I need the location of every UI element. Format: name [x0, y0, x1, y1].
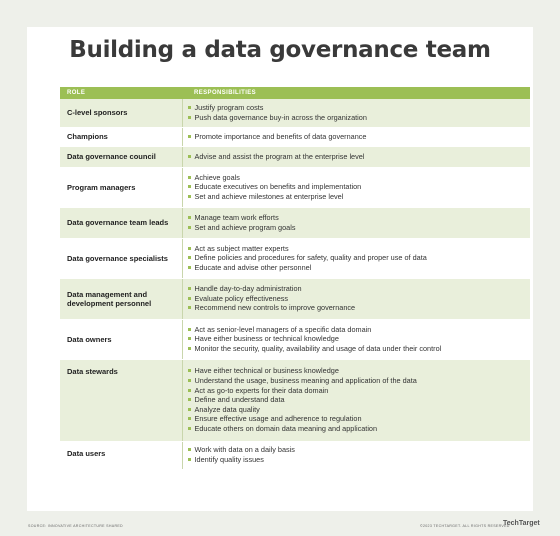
list-item: Monitor the security, quality, availability and usage of data under their control: [187, 344, 531, 354]
list-item: Achieve goals: [187, 173, 531, 183]
list-item: Act as senior-level managers of a specific data domain: [187, 325, 531, 335]
responsibility-list: [187, 284, 531, 313]
role-cell: Data governance specialists: [60, 238, 182, 278]
responsibilities-cell: [182, 167, 530, 207]
responsibility-list: [187, 445, 531, 464]
table-row: [60, 359, 530, 441]
list-item: Ensure effective usage and adherence to regulation: [187, 414, 531, 424]
infographic-card: [27, 27, 533, 511]
header-role: ROLE: [60, 87, 182, 99]
list-item: Have either technical or business knowledge: [187, 366, 531, 376]
role-cell: Data owners: [60, 319, 182, 359]
table-row: [60, 127, 530, 146]
list-item: Handle day-to-day administration: [187, 284, 531, 294]
responsibilities-cell: [182, 207, 530, 238]
copyright-note: ©2023 TECHTARGET. ALL RIGHTS RESERVED: [420, 524, 510, 528]
list-item: Define policies and procedures for safety, quality and proper use of data: [187, 253, 531, 263]
responsibility-list: [187, 173, 531, 202]
list-item: Analyze data quality: [187, 405, 531, 415]
list-item: Push data governance buy-in across the organization: [187, 113, 531, 123]
list-item: Educate and advise other personnel: [187, 263, 531, 273]
role-cell: Data users: [60, 441, 182, 469]
responsibility-list: [187, 213, 531, 232]
responsibilities-cell: [182, 238, 530, 278]
list-item: Recommend new controls to improve governance: [187, 303, 531, 313]
responsibility-list: [187, 366, 531, 433]
table-header-row: [60, 87, 530, 99]
responsibility-list: [187, 325, 531, 354]
table-row: [60, 319, 530, 359]
list-item: Educate executives on benefits and implementation: [187, 182, 531, 192]
role-cell: Data governance council: [60, 146, 182, 167]
role-cell: Data management and development personnel: [60, 278, 182, 319]
list-item: Manage team work efforts: [187, 213, 531, 223]
list-item: Identify quality issues: [187, 455, 531, 465]
responsibilities-cell: [182, 127, 530, 146]
responsibilities-cell: [182, 359, 530, 441]
governance-table: [60, 87, 530, 470]
list-item: Set and achieve program goals: [187, 223, 531, 233]
responsibilities-cell: [182, 278, 530, 319]
brand-logo: TechTarget: [503, 520, 540, 527]
list-item: Have either business or technical knowledge: [187, 334, 531, 344]
header-responsibilities: RESPONSIBILITIES: [182, 87, 530, 99]
table-row: [60, 207, 530, 238]
responsibilities-cell: [182, 146, 530, 167]
list-item: Act as go-to experts for their data domain: [187, 386, 531, 396]
responsibility-list: [187, 103, 531, 122]
role-cell: C-level sponsors: [60, 99, 182, 127]
responsibilities-cell: [182, 441, 530, 469]
list-item: Evaluate policy effectiveness: [187, 294, 531, 304]
responsibility-list: [187, 152, 531, 162]
table-row: [60, 278, 530, 319]
responsibilities-cell: [182, 319, 530, 359]
list-item: Work with data on a daily basis: [187, 445, 531, 455]
responsibilities-cell: [182, 99, 530, 127]
role-cell: Data governance team leads: [60, 207, 182, 238]
list-item: Set and achieve milestones at enterprise level: [187, 192, 531, 202]
table-row: [60, 167, 530, 207]
source-note: SOURCE: INNOVATIVE ARCHITECTURE SHARED: [28, 524, 123, 528]
responsibility-list: [187, 244, 531, 273]
list-item: Educate others on domain data meaning and application: [187, 424, 531, 434]
role-cell: Program managers: [60, 167, 182, 207]
list-item: Understand the usage, business meaning and application of the data: [187, 376, 531, 386]
list-item: Advise and assist the program at the enterprise level: [187, 152, 531, 162]
list-item: Define and understand data: [187, 395, 531, 405]
table-row: [60, 238, 530, 278]
list-item: Promote importance and benefits of data governance: [187, 132, 531, 142]
page-title: Building a data governance team: [69, 37, 491, 63]
role-cell: Data stewards: [60, 359, 182, 441]
table-row: [60, 441, 530, 469]
list-item: Justify program costs: [187, 103, 531, 113]
role-cell: Champions: [60, 127, 182, 146]
responsibility-list: [187, 132, 531, 142]
table-row: [60, 99, 530, 127]
table-row: [60, 146, 530, 167]
list-item: Act as subject matter experts: [187, 244, 531, 254]
